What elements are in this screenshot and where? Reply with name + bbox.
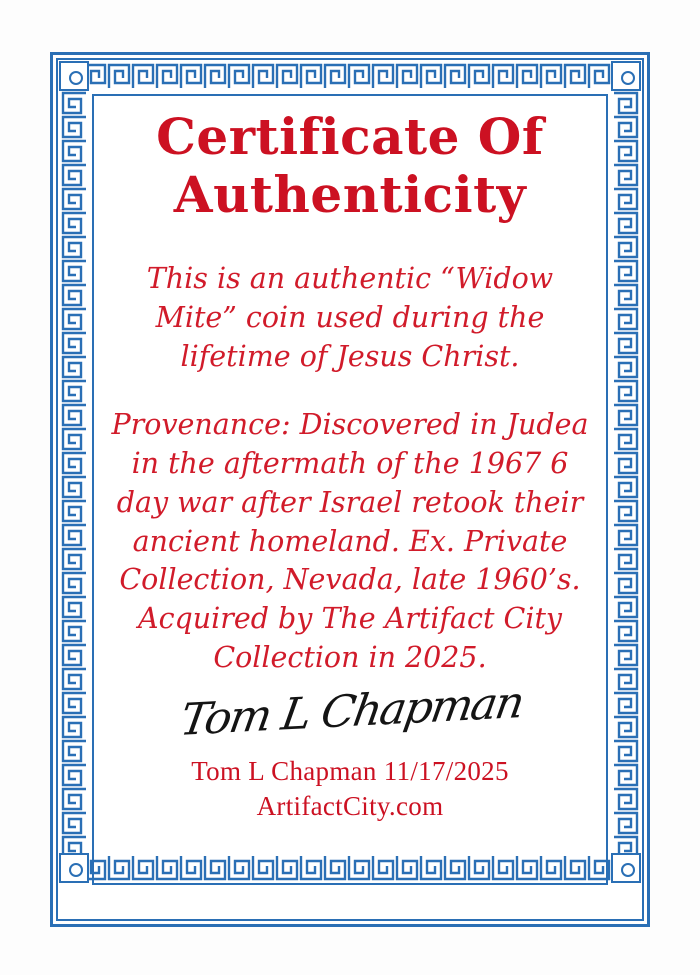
greek-key-border-left bbox=[59, 91, 89, 853]
certificate-title bbox=[100, 108, 600, 224]
border-corner-bottom-right bbox=[611, 853, 641, 883]
certificate-content bbox=[100, 100, 600, 880]
signer-name-and-date: Tom L Chapman 11/17/2025 bbox=[191, 755, 509, 786]
border-corner-top-left bbox=[59, 61, 89, 91]
certificate-title-line-2: Authenticity bbox=[173, 165, 527, 224]
greek-key-border-right bbox=[611, 91, 641, 853]
issuer-website: ArtifactCity.com bbox=[256, 790, 444, 821]
provenance-statement: Provenance: Discovered in Judea in the aftermath of the 1967 6 day war after Israel retook their ancient homeland. Ex. Private Collection, Nevada, late 1960’s. Acquired by The Artifact City Collection in 2025. bbox=[111, 408, 589, 674]
border-corner-top-right bbox=[611, 61, 641, 91]
greek-key-border-top bbox=[59, 61, 641, 91]
border-corner-bottom-left bbox=[59, 853, 89, 883]
handwritten-signature: Tom L Chapman bbox=[176, 676, 527, 746]
signature-block bbox=[100, 676, 600, 822]
certificate-title-line-1: Certificate Of bbox=[156, 107, 544, 166]
authenticity-statement: This is an authentic “Widow Mite” coin used during the lifetime of Jesus Christ. bbox=[146, 262, 554, 373]
